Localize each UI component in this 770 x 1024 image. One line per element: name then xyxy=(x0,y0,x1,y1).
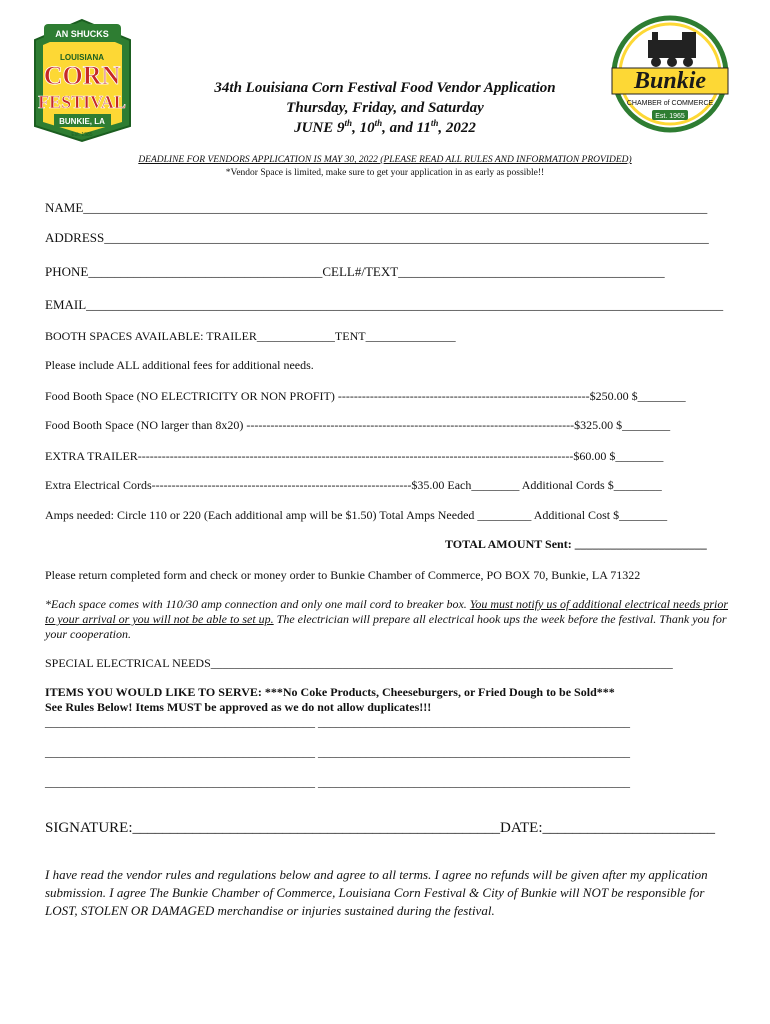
festival-logo-text-4: FESTIVAL xyxy=(38,92,126,112)
amps-needed[interactable]: Amps needed: Circle 110 or 220 (Each additional amp will be $1.50) Total Amps Needed _________ Additional Cost $________ xyxy=(45,508,668,522)
email-field[interactable]: EMAIL__________________________________________________________________________________________________ xyxy=(45,297,724,312)
early-note: *Vendor Space is limited, make sure to get your application in as early as possible!! xyxy=(225,168,545,178)
sup-2: th xyxy=(374,118,383,128)
date-part-d: , 2022 xyxy=(438,120,476,136)
electrical-note-b: You must notify us of additional electrical needs prior to your arrival or you will not be able to set up. xyxy=(45,597,729,626)
date-part-b: , 10 xyxy=(352,120,375,136)
extra-cords[interactable]: Extra Electrical Cords-----------------------------------------------------------------$35.00 Each________ Additional Cords $________ xyxy=(45,478,662,492)
agreement-text: I have read the vendor rules and regulations below and agree to all terms. I agree no refunds will be given after my application submission. I agree The Bunkie Chamber of Commerce, Louisiana Corn Festival & City of Bunkie will NOT be responsible for LOST, STOLEN OR DAMAGED merchandise or injuries sustained during the festival. xyxy=(45,867,708,918)
title-line-2: Thursday, Friday, and Saturday xyxy=(286,100,484,116)
bunkie-chamber-logo xyxy=(610,12,730,137)
booth-spaces-field[interactable]: BOOTH SPACES AVAILABLE: TRAILER_____________TENT_______________ xyxy=(45,329,456,343)
electrical-note xyxy=(45,597,730,642)
festival-logo-text-3: CORN xyxy=(43,61,121,90)
chamber-logo-name: Bunkie xyxy=(633,68,707,94)
title-line-1: 34th Louisiana Corn Festival Food Vendor Application xyxy=(214,80,556,96)
festival-logo-text-6: Est. 1985 xyxy=(71,132,93,138)
festival-logo-text-5: BUNKIE, LA xyxy=(59,117,105,126)
fees-intro: Please include ALL additional fees for additional needs. xyxy=(45,358,314,372)
items-blank-2[interactable]: _____________________________________________ ____________________________________________________ xyxy=(45,745,630,759)
total-amount[interactable]: TOTAL AMOUNT Sent: ______________________ xyxy=(445,537,707,551)
phone-field[interactable]: PHONE____________________________________CELL#/TEXT_________________________________________ xyxy=(45,264,665,279)
electrical-note-c: The electrician will prepare all electrical hook ups the week before the festival. Thank you for your cooperation. xyxy=(45,612,727,641)
electrical-note-a: *Each space comes with 110/30 amp connection and only one mail cord to breaker box. xyxy=(45,597,470,611)
title-line-3 xyxy=(150,118,620,138)
food-booth-8x20[interactable]: Food Booth Space (NO larger than 8x20) ----------------------------------------------------------------------------------$325.00 $________ xyxy=(45,418,671,432)
special-electrical-field[interactable]: SPECIAL ELECTRICAL NEEDS_____________________________________________________________________________ xyxy=(45,656,673,670)
items-blank-3[interactable]: _____________________________________________ ____________________________________________________ xyxy=(45,775,630,789)
items-blank-1[interactable]: _____________________________________________ ____________________________________________________ xyxy=(45,715,630,729)
food-booth-no-electric[interactable]: Food Booth Space (NO ELECTRICITY OR NON PROFIT) ---------------------------------------------------------------$250.00 $________ xyxy=(45,389,686,403)
corn-festival-logo xyxy=(30,18,135,143)
items-heading: ITEMS YOU WOULD LIKE TO SERVE: ***No Coke Products, Cheeseburgers, or Fried Dough to be Sold*** xyxy=(45,685,615,699)
signature-date-field[interactable]: SIGNATURE:_________________________________________________DATE:_______________________ xyxy=(45,820,715,836)
festival-logo-text-1: AN SHUCKS xyxy=(55,29,109,39)
items-subheading: See Rules Below! Items MUST be approved as we do not allow duplicates!!! xyxy=(45,700,432,714)
date-part-c: , and 11 xyxy=(382,120,431,136)
extra-trailer[interactable]: EXTRA TRAILER-------------------------------------------------------------------------------------------------------------$60.00 $________ xyxy=(45,449,664,463)
chamber-logo-sub: CHAMBER of COMMERCE xyxy=(626,100,714,107)
sup-3: th xyxy=(430,118,439,128)
address-field[interactable]: ADDRESS_____________________________________________________________________________________________ xyxy=(45,230,709,245)
chamber-logo-est: Est. 1965 xyxy=(655,113,685,120)
date-part-a: JUNE 9 xyxy=(294,120,345,136)
festival-logo-text-2: LOUISIANA xyxy=(60,53,104,62)
return-instructions: Please return completed form and check or money order to Bunkie Chamber of Commerce, PO BOX 70, Bunkie, LA 71322 xyxy=(45,568,641,582)
sup-1: th xyxy=(344,118,353,128)
deadline-text: DEADLINE FOR VENDORS APPLICATION IS MAY 30, 2022 (PLEASE READ ALL RULES AND INFORMATION PROVIDED) xyxy=(138,155,632,165)
name-field[interactable]: NAME________________________________________________________________________________________________ xyxy=(45,200,708,215)
